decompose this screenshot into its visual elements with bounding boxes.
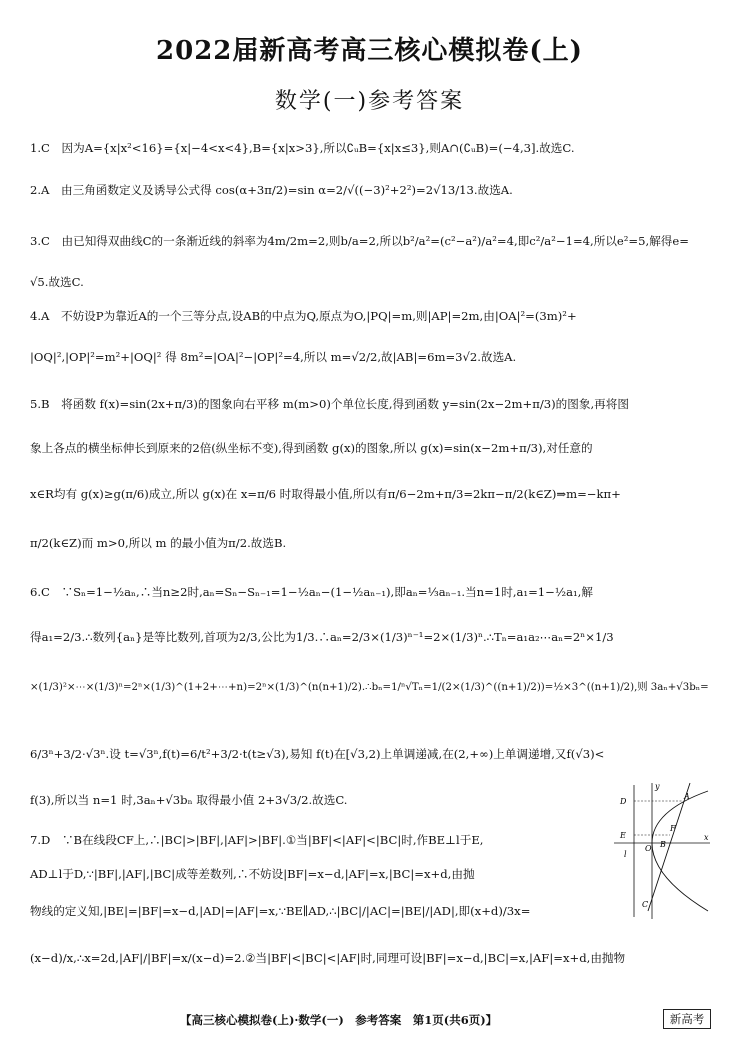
answer-line: 6/3ⁿ+3/2·√3ⁿ.设 t=√3ⁿ,f(t)=6/t²+3/2·t(t≥√3),易知 f(t)在[√3,2)上单调递减,在(2,+∞)上单调递增,又f(√3)< [30,747,605,761]
answer-line: f(3),所以当 n=1 时,3aₙ+√3bₙ 取得最小值 2+3√3/2.故选C. [30,793,348,807]
focal-chord-line [648,783,690,911]
label-e: E [620,831,626,840]
exam-badge: 新高考 [663,1009,711,1029]
label-f: F [670,824,676,833]
label-y: y [655,782,660,791]
label-c: C [642,900,649,909]
answer-line: 1.C 因为A={x|x²<16}={x|−4<x<4},B={x|x>3},所以∁ᵤB={x|x≤3},则A∩(∁ᵤB)=(−4,3].故选C. [30,141,575,155]
answer-line: |OQ|²,|OP|²=m²+|OQ|² 得 8m²=|OA|²−|OP|²=4,所以 m=√2/2,故|AB|=6m=3√2.故选A. [30,350,517,364]
answer-line: 5.B 将函数 f(x)=sin(2x+π/3)的图象向右平移 m(m>0)个单位长度,得到函数 y=sin(2x−2m+π/3)的图象,再将图 [30,397,629,411]
answer-line: ×(1/3)²×⋯×(1/3)ⁿ=2ⁿ×(1/3)^(1+2+⋯+n)=2ⁿ×(1/3)^(n(n+1)/2).∴bₙ=1/ⁿ√Tₙ=1/(2×(1/3)^((n+1)/2))=½×3^((n+1)/2),则 3aₙ+√3bₙ= [30,682,709,693]
label-o: O [645,844,652,853]
parabola-diagram [612,781,712,921]
parabola-figure [612,781,712,921]
answer-line: 6.C ∵Sₙ=1−½aₙ,∴当n≥2时,aₙ=Sₙ−Sₙ₋₁=1−½aₙ−(1−½aₙ₋₁),即aₙ=⅓aₙ₋₁.当n=1时,a₁=1−½a₁,解 [30,585,593,599]
label-b: B [660,840,666,849]
page-subtitle: 数学(一)参考答案 [274,89,465,114]
answer-line: √5.故选C. [30,275,84,289]
label-x: x [704,833,709,842]
answer-line: 3.C 由已知得双曲线C的一条渐近线的斜率为4m/2m=2,则b/a=2,所以b²/a²=(c²−a²)/a²=4,即c²/a²−1=4,所以e²=5,解得e= [30,234,689,248]
answer-line: x∈R均有 g(x)≥g(π/6)成立,所以 g(x)在 x=π/6 时取得最小值,所以有π/6−2m+π/3=2kπ−π/2(k∈Z)⇒m=−kπ+ [30,487,621,501]
answer-line: 得a₁=2/3.∴数列{aₙ}是等比数列,首项为2/3,公比为1/3.∴aₙ=2/3×(1/3)ⁿ⁻¹=2×(1/3)ⁿ.∴Tₙ=a₁a₂⋯aₙ=2ⁿ×1/3 [30,630,614,644]
label-a: A [684,792,690,801]
answer-line: (x−d)/x,∴x=2d,|AF|/|BF|=x/(x−d)=2.②当|BF|<|BC|<|AF|时,同理可设|BF|=x−d,|BC|=x,|AF|=x+d,由抛物 [30,951,626,965]
answer-line: 象上各点的横坐标伸长到原来的2倍(纵坐标不变),得到函数 g(x)的图象,所以 g(x)=sin(x−2m+π/3),对任意的 [30,441,593,455]
answer-line: π/2(k∈Z)而 m>0,所以 m 的最小值为π/2.故选B. [30,536,287,550]
label-d: D [620,797,627,806]
answer-line: 物线的定义知,|BE|=|BF|=x−d,|AD|=|AF|=x,∵BE∥AD,∴|BC|/|AC|=|BE|/|AD|,即(x+d)/3x= [30,904,531,918]
label-l: l [624,850,627,859]
answer-line: 4.A 不妨设P为靠近A的一个三等分点,设AB的中点为Q,原点为O,|PQ|=m,则|AP|=2m,由|OA|²=(3m)²+ [30,309,577,323]
answer-line: 2.A 由三角函数定义及诱导公式得 cos(α+3π/2)=sin α=2/√((−3)²+2²)=2√13/13.故选A. [30,183,513,197]
answer-line: AD⊥l于D,∵|BF|,|AF|,|BC|成等差数列,∴不妨设|BF|=x−d,|AF|=x,|BC|=x+d,由抛 [30,867,475,881]
answer-line: 7.D ∵B在线段CF上,∴|BC|>|BF|,|AF|>|BF|.①当|BF|<|AF|<|BC|时,作BE⊥l于E, [30,833,484,847]
page-title: 2022届新高考高三核心模拟卷(上) [156,36,583,66]
parabola-curve [652,791,708,911]
page-footer: 【高三核心模拟卷(上)·数学(一) 参考答案 第1页(共6页)】 [180,1013,498,1027]
